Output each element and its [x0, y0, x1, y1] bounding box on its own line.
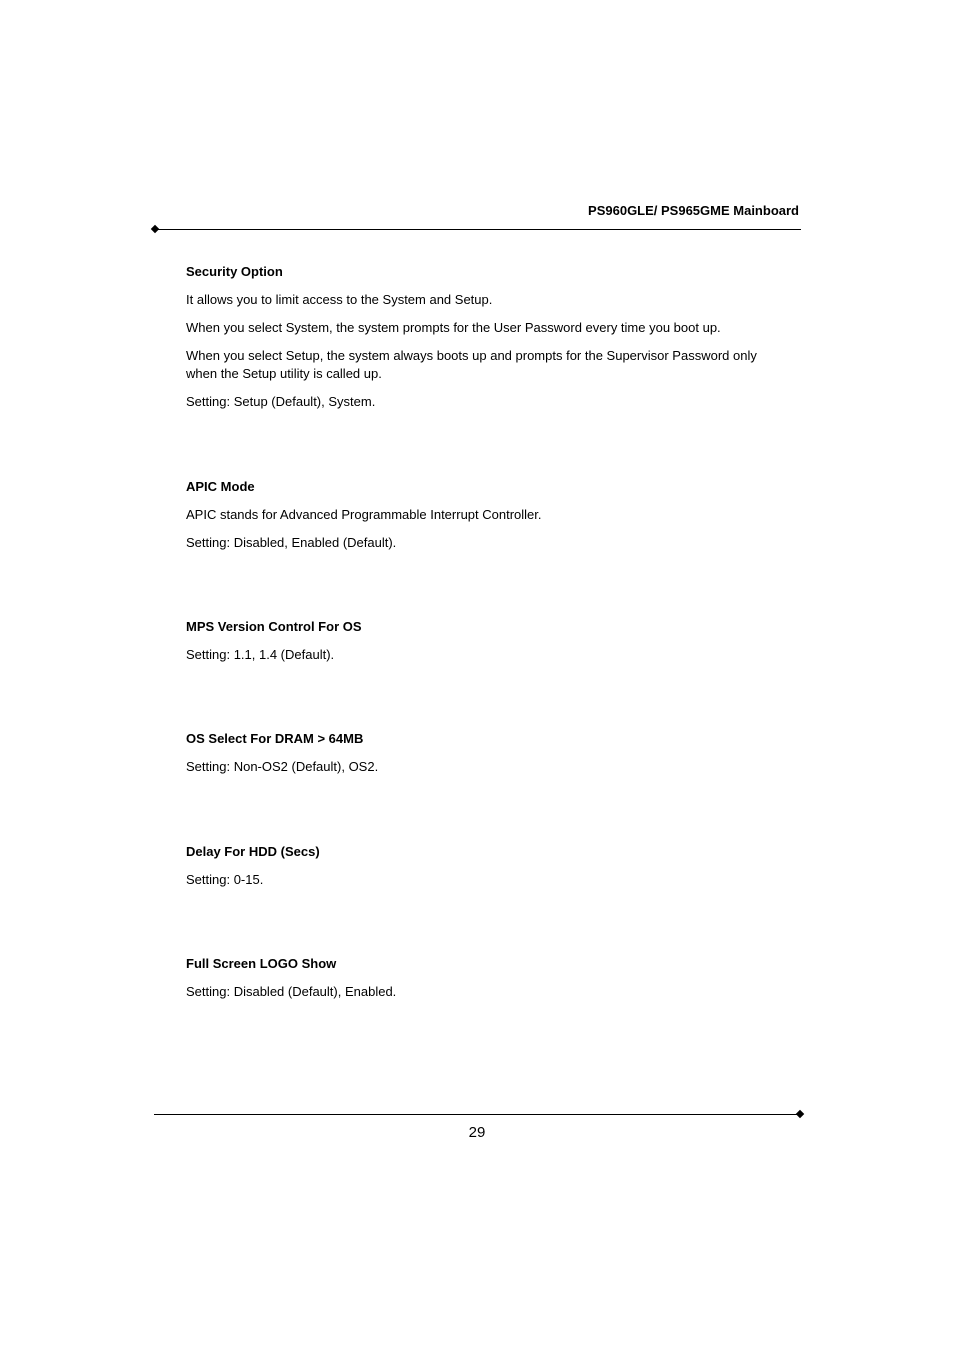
section-delay-hdd — [186, 843, 786, 889]
diamond-bullet-icon — [796, 1110, 804, 1118]
section-mps-version — [186, 618, 786, 664]
setting-line: Setting: Disabled, Enabled (Default). — [186, 535, 397, 550]
paragraph: When you select Setup, the system always boots up and prompts for the Supervisor Password only when the Setup utility is called up. — [186, 348, 757, 381]
section-os-select-dram — [186, 730, 786, 776]
page-body — [186, 263, 786, 1011]
setting-line: Setting: 0-15. — [186, 872, 264, 887]
setting-line: Setting: Non-OS2 (Default), OS2. — [186, 759, 379, 774]
section-heading: Security Option — [186, 264, 283, 279]
header-rule — [158, 229, 801, 230]
footer-rule — [154, 1114, 798, 1115]
page-number: 29 — [468, 1124, 486, 1141]
section-heading: OS Select For DRAM > 64MB — [186, 731, 364, 746]
section-security-option — [186, 263, 786, 411]
section-apic-mode — [186, 478, 786, 552]
paragraph: APIC stands for Advanced Programmable Interrupt Controller. — [186, 507, 542, 522]
section-heading: APIC Mode — [186, 479, 255, 494]
section-full-screen-logo — [186, 955, 786, 1001]
section-heading: Full Screen LOGO Show — [186, 956, 337, 971]
section-heading: MPS Version Control For OS — [186, 619, 362, 634]
setting-line: Setting: Setup (Default), System. — [186, 394, 376, 409]
setting-line: Setting: 1.1, 1.4 (Default). — [186, 647, 335, 662]
section-heading: Delay For HDD (Secs) — [186, 844, 320, 859]
running-header: PS960GLE/ PS965GME Mainboard — [588, 203, 799, 218]
paragraph: It allows you to limit access to the System and Setup. — [186, 292, 493, 307]
setting-line: Setting: Disabled (Default), Enabled. — [186, 984, 397, 999]
paragraph: When you select System, the system prompts for the User Password every time you boot up. — [186, 320, 721, 335]
